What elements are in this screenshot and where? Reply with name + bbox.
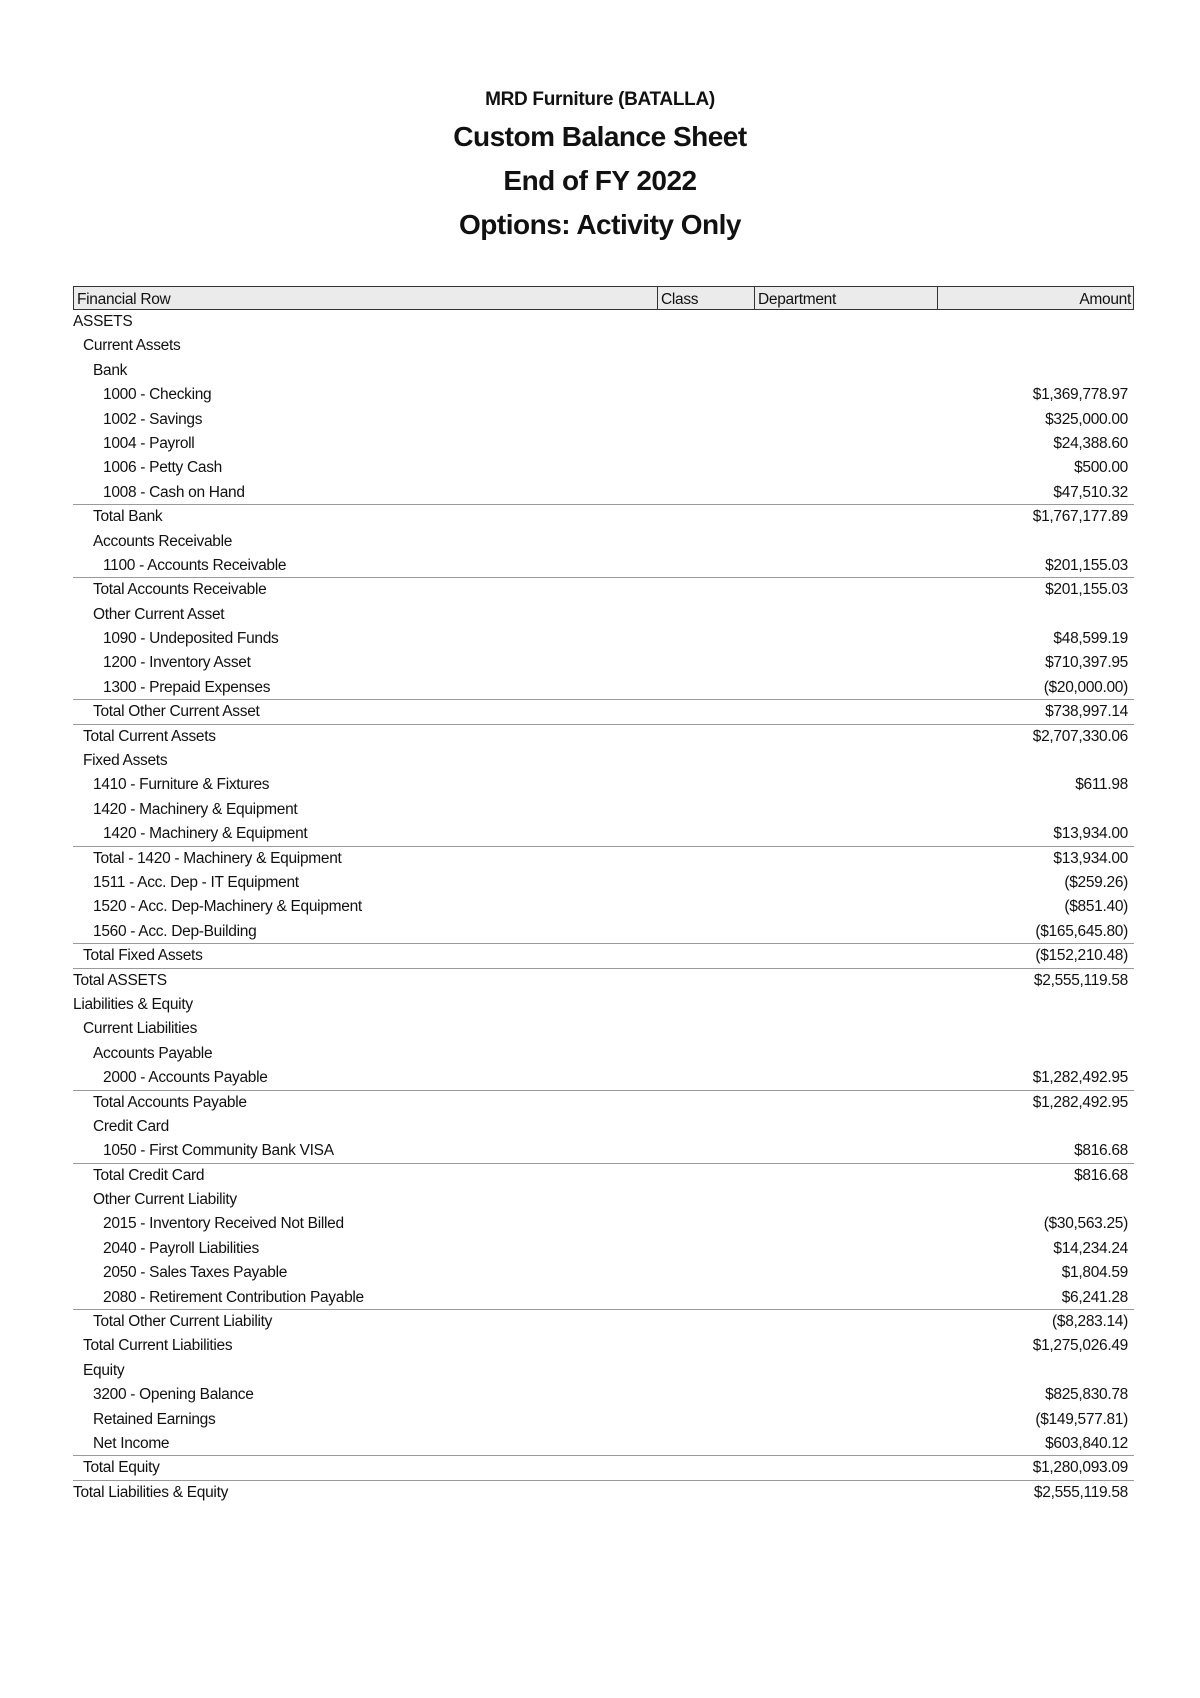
row-amount: $201,155.03	[1045, 581, 1128, 599]
row-label: Fixed Assets	[83, 752, 168, 770]
row-amount	[884, 1115, 1134, 1139]
row-amount: $24,388.60	[1053, 434, 1128, 452]
row-label: 3200 - Opening Balance	[93, 1386, 254, 1404]
row-label: Equity	[83, 1361, 125, 1379]
row-amount	[884, 359, 1134, 383]
row-amount: $325,000.00	[1045, 410, 1128, 428]
row-amount: $603,840.12	[1045, 1434, 1128, 1452]
row-amount: $1,767,177.89	[1032, 508, 1128, 526]
row-label: 1008 - Cash on Hand	[103, 483, 245, 501]
table-row	[73, 627, 1134, 651]
row-amount: ($851.40)	[1064, 898, 1128, 916]
row-amount: $201,155.03	[1045, 556, 1128, 574]
table-row	[73, 822, 1134, 846]
table-row	[73, 408, 1134, 432]
table-row	[73, 554, 1134, 578]
row-amount: $816.68	[1074, 1166, 1128, 1184]
row-label: Retained Earnings	[93, 1410, 216, 1428]
table-row	[73, 1383, 1134, 1407]
row-amount: $48,599.19	[1053, 630, 1128, 648]
column-header-department[interactable]: Department	[755, 287, 938, 309]
row-amount	[884, 1188, 1134, 1212]
table-row	[73, 1017, 1134, 1041]
table-row	[73, 749, 1134, 773]
row-label: 2050 - Sales Taxes Payable	[103, 1264, 288, 1282]
table-row	[73, 1237, 1134, 1261]
row-label: Total - 1420 - Machinery & Equipment	[93, 849, 342, 867]
row-amount: $2,555,119.58	[1033, 1483, 1128, 1501]
row-label: Total Accounts Payable	[93, 1093, 247, 1111]
row-amount	[884, 1017, 1134, 1041]
row-label: 1520 - Acc. Dep-Machinery & Equipment	[93, 898, 362, 916]
table-row	[73, 969, 1134, 993]
row-label: 1560 - Acc. Dep-Building	[93, 922, 257, 940]
row-amount: $1,282,492.95	[1032, 1069, 1128, 1087]
row-amount: $710,397.95	[1045, 654, 1128, 672]
table-row	[73, 1188, 1134, 1212]
row-amount	[884, 749, 1134, 773]
table-row	[73, 944, 1134, 968]
table-row	[73, 993, 1134, 1017]
table-row	[73, 1359, 1134, 1383]
table-row	[73, 1408, 1134, 1432]
row-amount: ($149,577.81)	[1035, 1410, 1128, 1428]
table-row	[73, 456, 1134, 480]
row-label: 1004 - Payroll	[103, 434, 195, 452]
row-amount	[884, 1042, 1134, 1066]
row-amount	[884, 530, 1134, 554]
table-row	[73, 895, 1134, 919]
table-row	[73, 773, 1134, 797]
table-row	[73, 1066, 1134, 1090]
row-amount: $1,804.59	[1061, 1264, 1128, 1282]
row-amount: $13,934.00	[1053, 849, 1128, 867]
row-label: Net Income	[93, 1434, 170, 1452]
table-row	[73, 1139, 1134, 1163]
table-row	[73, 676, 1134, 700]
row-label: Total Equity	[83, 1459, 160, 1477]
row-label: 1420 - Machinery & Equipment	[93, 800, 298, 818]
row-label: 2015 - Inventory Received Not Billed	[103, 1215, 344, 1233]
row-label: 1511 - Acc. Dep - IT Equipment	[93, 873, 299, 891]
row-label: ASSETS	[73, 313, 133, 330]
row-label: Total Other Current Asset	[93, 703, 260, 721]
row-label: 2000 - Accounts Payable	[103, 1069, 268, 1087]
row-amount	[884, 603, 1134, 627]
row-amount: $2,555,119.58	[1033, 971, 1128, 989]
row-amount: $2,707,330.06	[1032, 727, 1128, 745]
row-label: 1002 - Savings	[103, 410, 203, 428]
table-row	[73, 651, 1134, 675]
table-row	[73, 1261, 1134, 1285]
row-label: 1090 - Undeposited Funds	[103, 630, 279, 648]
column-header-class[interactable]: Class	[658, 287, 755, 309]
row-label: Total Fixed Assets	[83, 947, 203, 965]
table-row	[73, 700, 1134, 724]
table-row	[73, 530, 1134, 554]
table-row	[73, 603, 1134, 627]
row-label: 1050 - First Community Bank VISA	[103, 1142, 334, 1160]
report-options: Options: Activity Only	[459, 209, 741, 240]
table-row	[73, 1481, 1134, 1505]
row-amount: ($259.26)	[1064, 873, 1128, 891]
row-amount: $611.98	[1075, 776, 1128, 794]
row-amount: $1,369,778.97	[1032, 386, 1128, 404]
row-amount: $14,234.24	[1053, 1239, 1128, 1257]
table-row	[73, 334, 1134, 358]
row-amount: ($165,645.80)	[1035, 922, 1128, 940]
row-label: Bank	[93, 361, 128, 379]
table-row	[73, 505, 1134, 529]
row-label: Current Assets	[83, 337, 181, 355]
row-amount: $500.00	[1074, 459, 1128, 477]
table-row	[73, 1164, 1134, 1188]
row-amount: $816.68	[1074, 1142, 1128, 1160]
row-label: 2080 - Retirement Contribution Payable	[103, 1288, 364, 1306]
table-row	[73, 1286, 1134, 1310]
row-label: Credit Card	[93, 1117, 169, 1135]
row-amount: $1,282,492.95	[1032, 1093, 1128, 1111]
column-header-amount[interactable]: Amount	[1079, 291, 1131, 308]
row-label: 1410 - Furniture & Fixtures	[93, 776, 270, 794]
row-amount: ($20,000.00)	[1043, 678, 1128, 696]
row-amount	[884, 334, 1134, 358]
table-row	[73, 578, 1134, 602]
column-header-financial-row[interactable]: Financial Row	[74, 287, 658, 309]
row-amount: ($8,283.14)	[1052, 1313, 1128, 1331]
row-label: 1300 - Prepaid Expenses	[103, 678, 271, 696]
row-amount: $13,934.00	[1053, 825, 1128, 843]
row-amount: $825,830.78	[1045, 1386, 1128, 1404]
table-row	[73, 1115, 1134, 1139]
table-row	[73, 481, 1134, 505]
row-label: Other Current Asset	[93, 605, 225, 623]
row-label: Liabilities & Equity	[73, 995, 193, 1013]
row-label: Total Current Liabilities	[83, 1337, 233, 1355]
row-label: Total ASSETS	[73, 971, 167, 989]
row-amount: $1,275,026.49	[1032, 1337, 1128, 1355]
row-amount: $6,241.28	[1061, 1288, 1128, 1306]
row-label: 1100 - Accounts Receivable	[103, 556, 287, 574]
row-amount: $1,280,093.09	[1032, 1459, 1128, 1477]
table-row	[73, 920, 1134, 944]
row-amount	[884, 310, 1134, 334]
report-period: End of FY 2022	[503, 165, 697, 196]
table-body	[73, 310, 1134, 1505]
table-row	[73, 310, 1134, 334]
row-label: Other Current Liability	[93, 1191, 237, 1209]
table-row	[73, 1310, 1134, 1334]
table-row	[73, 847, 1134, 871]
row-amount: ($30,563.25)	[1043, 1215, 1128, 1233]
table-row	[73, 1432, 1134, 1456]
row-amount	[884, 993, 1134, 1017]
table-row	[73, 1334, 1134, 1358]
row-amount: $738,997.14	[1045, 703, 1128, 721]
table-row	[73, 1212, 1134, 1236]
row-label: Current Liabilities	[83, 1020, 198, 1038]
row-label: Total Other Current Liability	[93, 1313, 273, 1331]
report-title: Custom Balance Sheet	[453, 121, 747, 152]
row-amount: $47,510.32	[1053, 483, 1128, 501]
row-label: Total Current Assets	[83, 727, 216, 745]
row-label: Accounts Payable	[93, 1044, 213, 1062]
table-row	[73, 871, 1134, 895]
table-row	[73, 798, 1134, 822]
table-row	[73, 725, 1134, 749]
row-label: 1006 - Petty Cash	[103, 459, 222, 477]
table-row	[73, 383, 1134, 407]
row-label: Total Accounts Receivable	[93, 581, 267, 599]
row-label: 1000 - Checking	[103, 386, 212, 404]
row-label: Accounts Receivable	[93, 532, 233, 550]
row-amount: ($152,210.48)	[1035, 947, 1128, 965]
table-row	[73, 432, 1134, 456]
row-label: 2040 - Payroll Liabilities	[103, 1239, 259, 1257]
row-label: 1420 - Machinery & Equipment	[103, 825, 308, 843]
row-label: Total Credit Card	[93, 1166, 205, 1184]
row-label: 1200 - Inventory Asset	[103, 654, 251, 672]
row-label: Total Liabilities & Equity	[73, 1483, 229, 1501]
column-header-row	[73, 286, 1134, 310]
row-label: Total Bank	[93, 508, 163, 526]
table-row	[73, 1091, 1134, 1115]
company-name: MRD Furniture (BATALLA)	[485, 89, 715, 110]
balance-sheet-table	[73, 286, 1134, 1505]
table-row	[73, 1042, 1134, 1066]
row-amount	[884, 798, 1134, 822]
table-row	[73, 1456, 1134, 1480]
row-amount	[884, 1359, 1134, 1383]
table-row	[73, 359, 1134, 383]
